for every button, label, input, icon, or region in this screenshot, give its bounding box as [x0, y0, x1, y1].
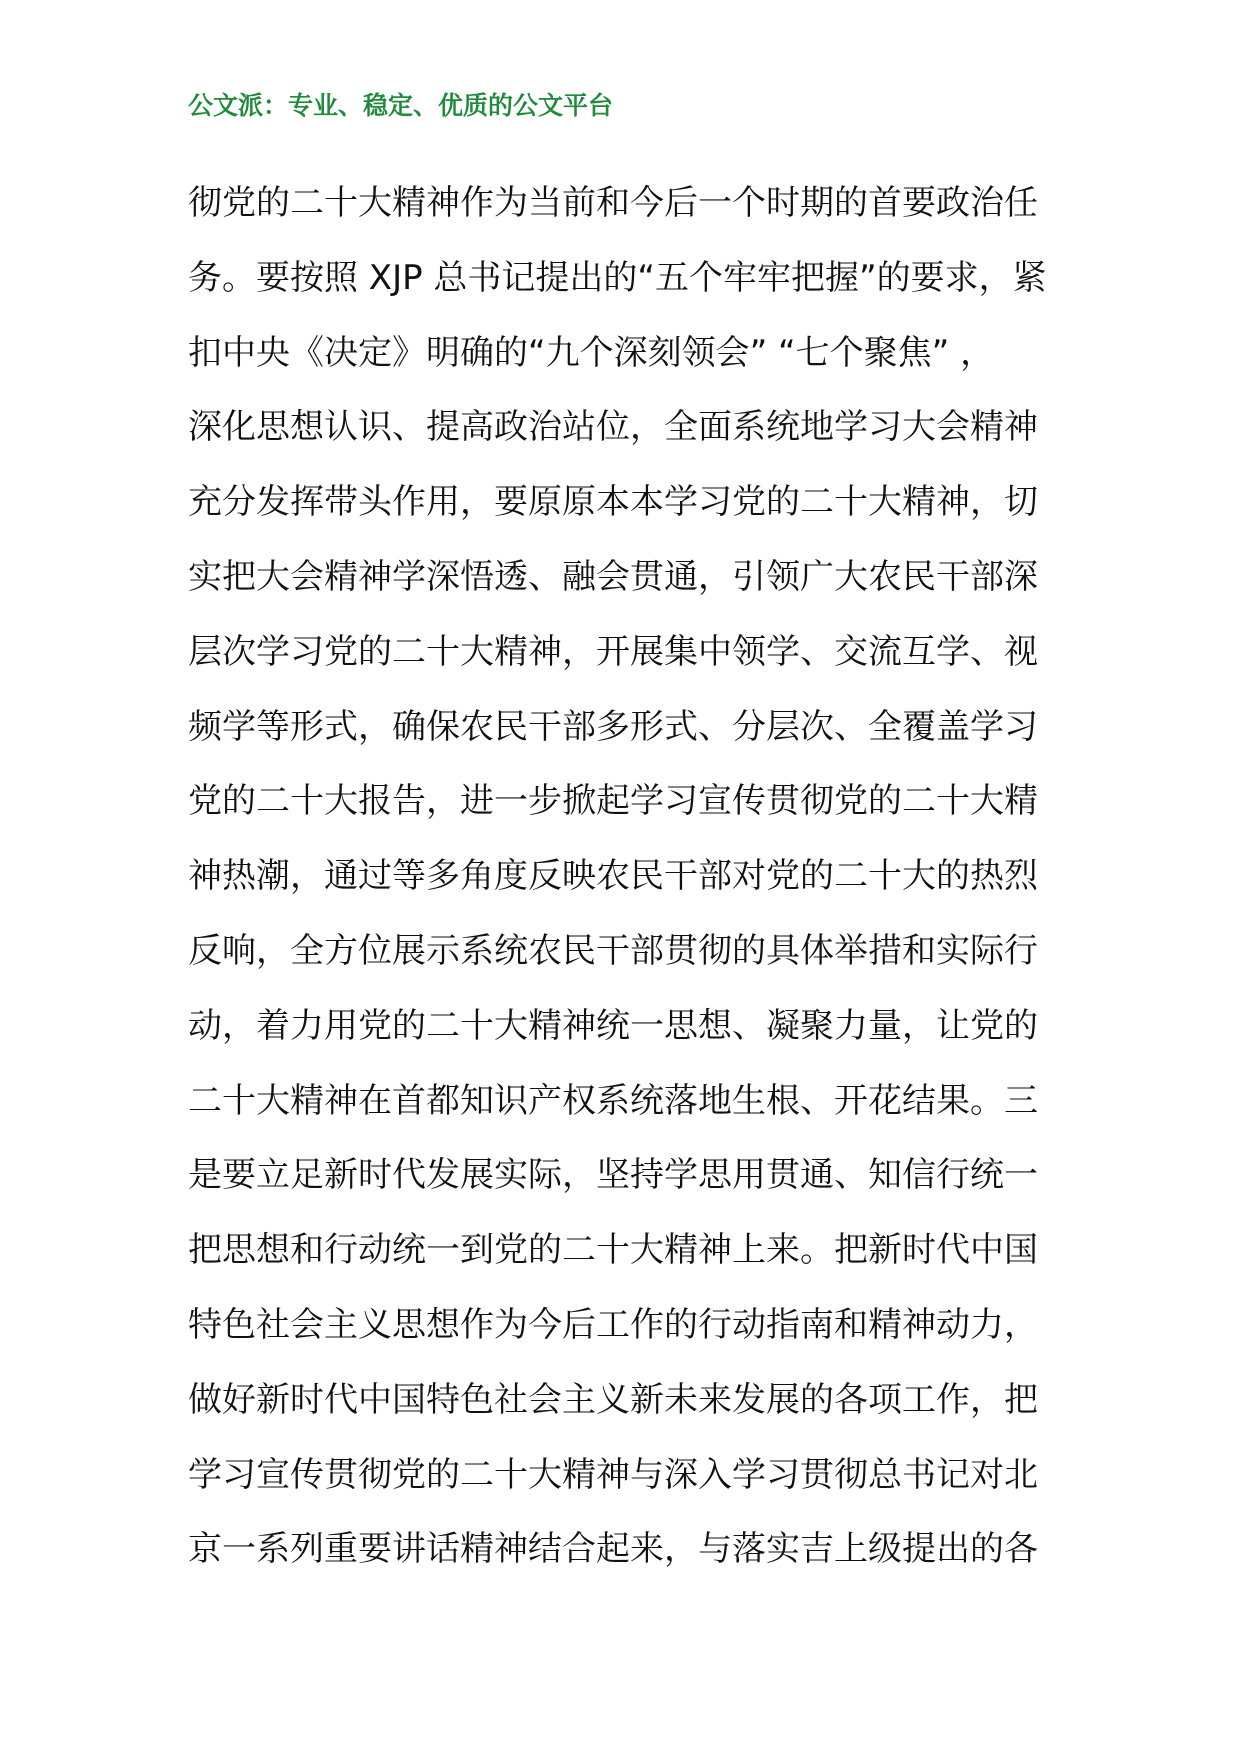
text-line: 神热潮，通过等多角度反映农民干部对党的二十大的热烈	[188, 856, 1038, 897]
text-line: 动，着力用党的二十大精神统一思想、凝聚力量，让党的	[188, 1005, 1038, 1046]
text-line: 做好新时代中国特色社会主义新未来发展的各项工作，把	[188, 1379, 1038, 1420]
text-line: 频学等形式，确保农民干部多形式、分层次、全覆盖学习	[188, 706, 1038, 747]
text-line: 把思想和行动统一到党的二十大精神上来。把新时代中国	[188, 1230, 1038, 1271]
text-line: 实把大会精神学深悟透、融会贯通，引领广大农民干部深	[188, 556, 1038, 597]
text-line: 务。要按照 XJP 总书记提出的“五个牢牢把握”的要求，紧	[188, 257, 1047, 298]
text-line: 特色社会主义思想作为今后工作的行动指南和精神动力，	[188, 1304, 1038, 1345]
text-line: 层次学习党的二十大精神，开展集中领学、交流互学、视	[188, 631, 1038, 672]
text-line: 扣中央《决定》明确的“九个深刻领会” “七个聚焦” ，	[188, 332, 995, 373]
header-banner: 公文派：专业、稳定、优质的公文平台	[188, 91, 614, 120]
text-line: 二十大精神在首都知识产权系统落地生根、开花结果。三	[188, 1080, 1038, 1121]
text-line: 彻党的二十大精神作为当前和今后一个时期的首要政治任	[188, 183, 1038, 223]
text-line: 深化思想认识、提高政治站位，全面系统地学习大会精神	[188, 407, 1038, 448]
text-line: 京一系列重要讲话精神结合起来，与落实吉上级提出的各	[188, 1529, 1038, 1570]
text-line: 反响，全方位展示系统农民干部贯彻的具体举措和实际行	[188, 930, 1038, 971]
body-text	[188, 166, 1058, 1587]
text-line: 学习宣传贯彻党的二十大精神与深入学习贯彻总书记对北	[188, 1454, 1038, 1495]
text-line: 党的二十大报告，进一步掀起学习宣传贯彻党的二十大精	[188, 781, 1038, 822]
text-line: 是要立足新时代发展实际，坚持学思用贯通、知信行统一	[188, 1155, 1038, 1196]
text-line: 充分发挥带头作用，要原原本本学习党的二十大精神，切	[188, 482, 1038, 523]
